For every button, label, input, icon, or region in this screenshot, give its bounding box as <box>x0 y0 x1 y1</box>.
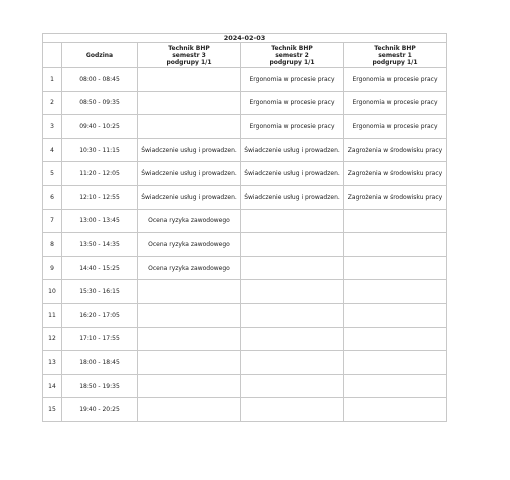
lesson-cell-group-1 <box>138 303 241 327</box>
group-column-header <box>138 43 241 68</box>
lesson-number: 6 <box>43 185 62 209</box>
lesson-cell-group-3 <box>344 327 447 351</box>
lesson-number: 5 <box>43 162 62 186</box>
group-header-line: Technik BHP <box>168 44 210 52</box>
schedule-table <box>42 33 447 422</box>
lesson-cell-group-2 <box>241 398 344 422</box>
lesson-time: 12:10 - 12:55 <box>62 185 138 209</box>
table-row <box>43 115 447 139</box>
lesson-cell-group-2: Ergonomia w procesie pracy <box>241 115 344 139</box>
lesson-cell-group-2: Świadczenie usług i prowadzen. <box>241 138 344 162</box>
lesson-cell-group-1: Świadczenie usług i prowadzen. <box>138 162 241 186</box>
lesson-time: 10:30 - 11:15 <box>62 138 138 162</box>
lesson-cell-group-3 <box>344 398 447 422</box>
lesson-time: 08:50 - 09:35 <box>62 91 138 115</box>
lesson-cell-group-1 <box>138 68 241 92</box>
lesson-cell-group-1 <box>138 91 241 115</box>
lesson-time: 17:10 - 17:55 <box>62 327 138 351</box>
lesson-number: 10 <box>43 280 62 304</box>
lesson-time: 14:40 - 15:25 <box>62 256 138 280</box>
lesson-time: 18:50 - 19:35 <box>62 374 138 398</box>
date-row <box>43 34 447 43</box>
schedule-body <box>43 68 447 422</box>
lesson-number: 1 <box>43 68 62 92</box>
lesson-cell-group-1: Świadczenie usług i prowadzen. <box>138 138 241 162</box>
group-header-line: semestr 3 <box>172 51 206 59</box>
lesson-number: 7 <box>43 209 62 233</box>
lesson-cell-group-1 <box>138 398 241 422</box>
lesson-cell-group-3: Ergonomia w procesie pracy <box>344 91 447 115</box>
lesson-number: 2 <box>43 91 62 115</box>
table-row <box>43 374 447 398</box>
lesson-number: 3 <box>43 115 62 139</box>
table-row <box>43 209 447 233</box>
lesson-cell-group-2 <box>241 303 344 327</box>
lesson-number: 8 <box>43 233 62 257</box>
table-row <box>43 185 447 209</box>
group-header-line: Technik BHP <box>271 44 313 52</box>
group-header-line: semestr 2 <box>275 51 309 59</box>
table-row <box>43 233 447 257</box>
lesson-number: 15 <box>43 398 62 422</box>
lesson-cell-group-3 <box>344 351 447 375</box>
group-header-line: podgrupy 1/1 <box>269 58 315 66</box>
lesson-cell-group-2 <box>241 374 344 398</box>
lesson-time: 13:00 - 13:45 <box>62 209 138 233</box>
lesson-time: 08:00 - 08:45 <box>62 68 138 92</box>
lesson-time: 19:40 - 20:25 <box>62 398 138 422</box>
lesson-time: 15:30 - 16:15 <box>62 280 138 304</box>
lesson-time: 13:50 - 14:35 <box>62 233 138 257</box>
lesson-cell-group-3 <box>344 256 447 280</box>
header-row <box>43 43 447 68</box>
lesson-cell-group-2 <box>241 351 344 375</box>
table-row <box>43 327 447 351</box>
table-row <box>43 256 447 280</box>
lesson-cell-group-1 <box>138 351 241 375</box>
lesson-cell-group-3: Ergonomia w procesie pracy <box>344 115 447 139</box>
lesson-cell-group-1: Ocena ryzyka zawodowego <box>138 209 241 233</box>
lesson-cell-group-3 <box>344 209 447 233</box>
lesson-time: 11:20 - 12:05 <box>62 162 138 186</box>
group-column-header <box>344 43 447 68</box>
lesson-cell-group-2 <box>241 233 344 257</box>
lesson-cell-group-3: Ergonomia w procesie pracy <box>344 68 447 92</box>
table-row <box>43 91 447 115</box>
lesson-cell-group-3: Zagrożenia w środowisku pracy <box>344 185 447 209</box>
lesson-cell-group-2 <box>241 209 344 233</box>
lesson-cell-group-2 <box>241 280 344 304</box>
lesson-cell-group-2: Ergonomia w procesie pracy <box>241 68 344 92</box>
lesson-cell-group-2 <box>241 327 344 351</box>
table-row <box>43 351 447 375</box>
row-number-header <box>43 43 62 68</box>
table-row <box>43 68 447 92</box>
lesson-cell-group-3 <box>344 303 447 327</box>
lesson-cell-group-1: Świadczenie usług i prowadzen. <box>138 185 241 209</box>
table-row <box>43 303 447 327</box>
table-row <box>43 138 447 162</box>
lesson-time: 09:40 - 10:25 <box>62 115 138 139</box>
lesson-number: 13 <box>43 351 62 375</box>
lesson-time: 16:20 - 17:05 <box>62 303 138 327</box>
group-column-header <box>241 43 344 68</box>
lesson-number: 11 <box>43 303 62 327</box>
lesson-cell-group-3 <box>344 280 447 304</box>
lesson-number: 12 <box>43 327 62 351</box>
schedule-date: 2024-02-03 <box>43 34 447 43</box>
lesson-cell-group-1 <box>138 327 241 351</box>
table-row <box>43 162 447 186</box>
lesson-cell-group-2: Świadczenie usług i prowadzen. <box>241 185 344 209</box>
lesson-cell-group-2 <box>241 256 344 280</box>
lesson-number: 9 <box>43 256 62 280</box>
group-header-line: podgrupy 1/1 <box>372 58 418 66</box>
group-header-line: Technik BHP <box>374 44 416 52</box>
lesson-cell-group-3: Zagrożenia w środowisku pracy <box>344 138 447 162</box>
lesson-cell-group-1 <box>138 280 241 304</box>
lesson-number: 14 <box>43 374 62 398</box>
lesson-cell-group-1 <box>138 374 241 398</box>
lesson-time: 18:00 - 18:45 <box>62 351 138 375</box>
lesson-cell-group-2: Ergonomia w procesie pracy <box>241 91 344 115</box>
lesson-cell-group-3 <box>344 233 447 257</box>
lesson-cell-group-1 <box>138 115 241 139</box>
lesson-cell-group-1: Ocena ryzyka zawodowego <box>138 256 241 280</box>
table-row <box>43 398 447 422</box>
hour-column-header: Godzina <box>62 43 138 68</box>
lesson-cell-group-1: Ocena ryzyka zawodowego <box>138 233 241 257</box>
group-header-line: podgrupy 1/1 <box>166 58 212 66</box>
lesson-cell-group-3 <box>344 374 447 398</box>
lesson-cell-group-3: Zagrożenia w środowisku pracy <box>344 162 447 186</box>
lesson-number: 4 <box>43 138 62 162</box>
table-row <box>43 280 447 304</box>
group-header-line: semestr 1 <box>378 51 412 59</box>
lesson-cell-group-2: Świadczenie usług i prowadzen. <box>241 162 344 186</box>
